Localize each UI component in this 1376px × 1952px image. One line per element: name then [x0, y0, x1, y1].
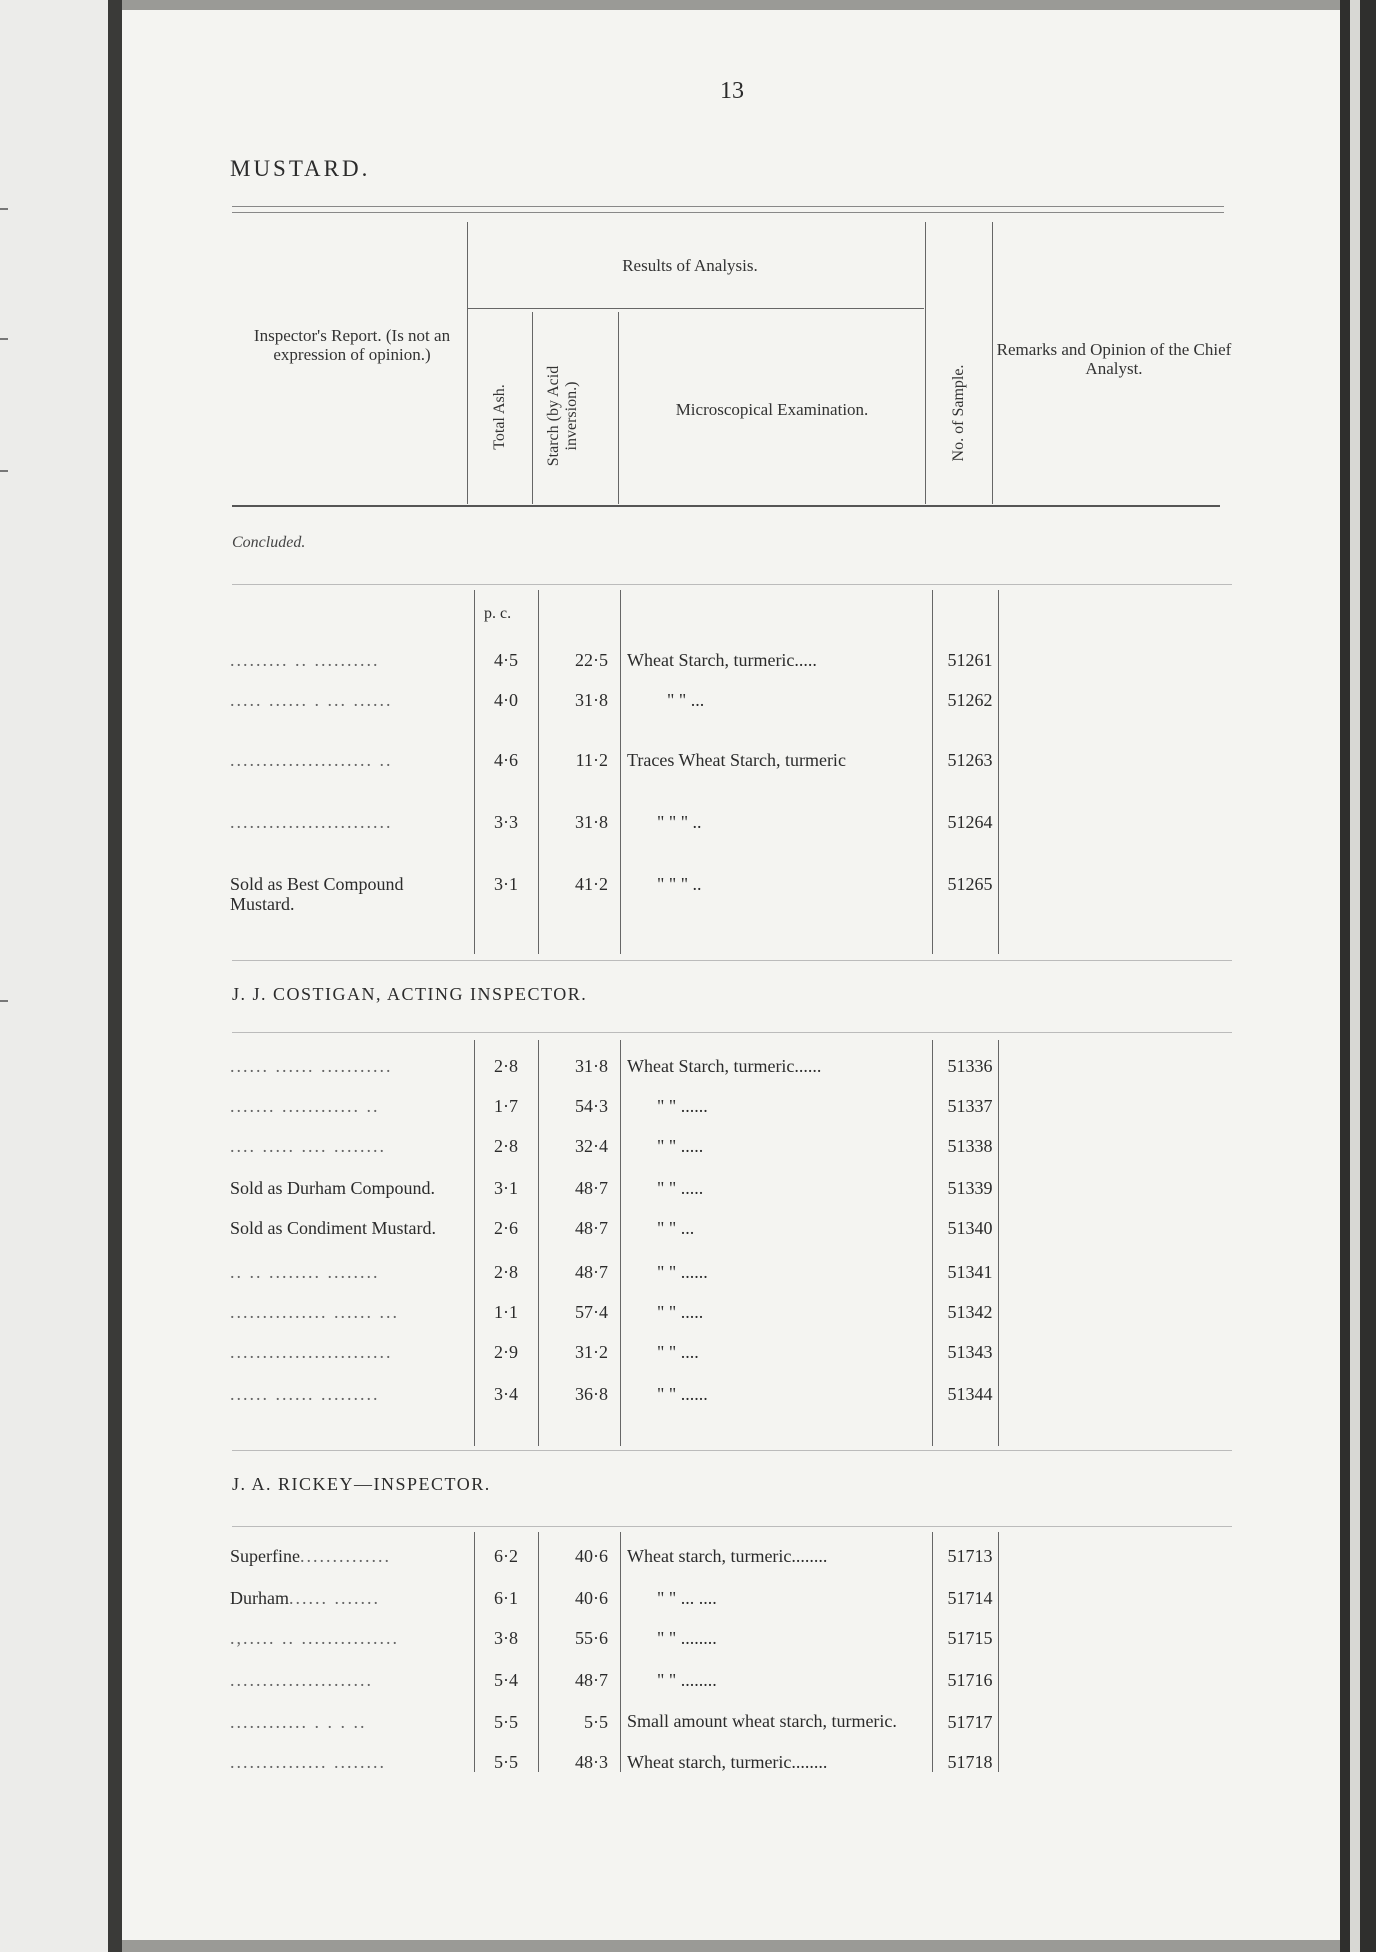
- row-sample-number: 51717: [947, 1712, 993, 1732]
- row-report: ..... ...... . ... ......: [230, 690, 393, 710]
- row-sample-number: 51262: [947, 690, 993, 710]
- column-divider: [538, 590, 539, 954]
- row-sample-number: 51264: [947, 812, 993, 832]
- row-microscopical: " " ....: [657, 1342, 699, 1362]
- row-starch: 5·5: [584, 1712, 608, 1732]
- row-microscopical: Wheat Starch, turmeric......: [627, 1056, 822, 1076]
- column-divider: [538, 1040, 539, 1446]
- page-title: MUSTARD.: [230, 156, 371, 181]
- row-sample-number: 51337: [947, 1096, 993, 1116]
- row-sample-number: 51715: [947, 1628, 993, 1648]
- row-sample-number: 51338: [947, 1136, 993, 1156]
- header-starch: Starch (by Acid inversion.): [545, 365, 580, 467]
- row-total-ash: 2·6: [494, 1218, 518, 1238]
- section-rule: [232, 960, 1232, 961]
- row-microscopical: Wheat starch, turmeric........: [627, 1546, 828, 1566]
- row-microscopical: Traces Wheat Starch, turmeric: [627, 750, 846, 770]
- column-divider: [620, 590, 621, 954]
- results-group-rule: [468, 308, 924, 309]
- header-total-ash: Total Ash.: [491, 384, 508, 450]
- row-report: Superfine..............: [230, 1546, 391, 1566]
- header-microscopical-examination: Microscopical Examination.: [675, 400, 869, 419]
- header-remarks: Remarks and Opinion of the Chief Analyst.: [996, 340, 1232, 378]
- row-sample-number: 51339: [947, 1178, 993, 1198]
- row-microscopical: " " ......: [657, 1384, 708, 1404]
- row-starch: 31·8: [575, 1056, 608, 1076]
- column-divider: [998, 1532, 999, 1772]
- row-sample-number: 51265: [947, 874, 993, 894]
- row-total-ash: 3·8: [494, 1628, 518, 1648]
- row-sample-number: 51341: [947, 1262, 993, 1282]
- document-page: [122, 10, 1340, 1940]
- header-divider: [618, 312, 619, 504]
- header-rule-bottom: [232, 505, 1220, 507]
- header-divider: [925, 222, 926, 504]
- column-divider: [932, 1532, 933, 1772]
- margin-mark: [0, 1000, 8, 1002]
- row-microscopical: Wheat Starch, turmeric.....: [627, 650, 817, 670]
- row-total-ash: 2·9: [494, 1342, 518, 1362]
- header-divider: [467, 222, 468, 504]
- row-sample-number: 51713: [947, 1546, 993, 1566]
- header-rule-top-2: [232, 212, 1224, 213]
- facing-page-edge: [0, 0, 108, 1952]
- row-starch: 48·7: [575, 1178, 608, 1198]
- row-total-ash: 3·4: [494, 1384, 518, 1404]
- column-divider: [620, 1040, 621, 1446]
- row-sample-number: 51342: [947, 1302, 993, 1322]
- percent-unit-label: p. c.: [484, 605, 512, 622]
- row-starch: 11·2: [575, 750, 608, 770]
- row-report: Sold as Condiment Mustard.: [230, 1218, 436, 1238]
- row-starch: 48·7: [575, 1670, 608, 1690]
- row-total-ash: 6·2: [494, 1546, 518, 1566]
- column-divider: [932, 1040, 933, 1446]
- row-report: ......................: [230, 1670, 373, 1690]
- row-sample-number: 51344: [947, 1384, 993, 1404]
- row-microscopical: " " ...: [657, 1218, 695, 1238]
- row-sample-number: 51716: [947, 1670, 993, 1690]
- row-total-ash: 3·3: [494, 812, 518, 832]
- row-microscopical: Small amount wheat starch, turmeric.: [627, 1711, 897, 1731]
- row-total-ash: 5·4: [494, 1670, 518, 1690]
- row-starch: 31·8: [575, 812, 608, 832]
- row-total-ash: 1·1: [494, 1302, 518, 1322]
- row-report: ............ . . . ..: [230, 1712, 367, 1732]
- header-divider: [992, 222, 993, 504]
- row-total-ash: 4·5: [494, 650, 518, 670]
- row-report: ............... ...... ...: [230, 1302, 399, 1322]
- row-total-ash: 2·8: [494, 1056, 518, 1076]
- row-report: .........................: [230, 1342, 393, 1362]
- row-report: ....... ............ ..: [230, 1096, 380, 1116]
- row-total-ash: 3·1: [494, 874, 518, 894]
- row-starch: 48·7: [575, 1262, 608, 1282]
- margin-mark: [0, 208, 8, 210]
- column-divider: [998, 590, 999, 954]
- row-report: ...................... ..: [230, 750, 393, 770]
- header-sample-number: No. of Sample.: [950, 364, 967, 462]
- row-sample-number: 51261: [947, 650, 993, 670]
- row-total-ash: 4·0: [494, 690, 518, 710]
- row-report: ............... ........: [230, 1752, 386, 1772]
- row-total-ash: 3·1: [494, 1178, 518, 1198]
- row-report: Sold as Best Compound Mustard.: [230, 874, 404, 914]
- header-rule-top: [232, 206, 1224, 207]
- row-total-ash: 1·7: [494, 1096, 518, 1116]
- header-divider: [532, 312, 533, 504]
- row-report: .........................: [230, 812, 393, 832]
- row-report: ......... .. ..........: [230, 650, 380, 670]
- row-starch: 40·6: [575, 1588, 608, 1608]
- row-starch: 32·4: [575, 1136, 608, 1156]
- section-rule: [232, 1526, 1232, 1527]
- section-title-concluded: Concluded.: [232, 534, 306, 551]
- row-sample-number: 51340: [947, 1218, 993, 1238]
- row-total-ash: 4·6: [494, 750, 518, 770]
- row-starch: 55·6: [575, 1628, 608, 1648]
- row-total-ash: 5·5: [494, 1752, 518, 1772]
- section-title-costigan: J. J. COSTIGAN, ACTING INSPECTOR.: [232, 984, 588, 1004]
- row-starch: 31·2: [575, 1342, 608, 1362]
- column-divider: [538, 1532, 539, 1772]
- column-divider: [620, 1532, 621, 1772]
- page-edge-strip: [1350, 0, 1360, 1952]
- row-microscopical: " " ........: [657, 1628, 717, 1648]
- row-total-ash: 6·1: [494, 1588, 518, 1608]
- row-sample-number: 51336: [947, 1056, 993, 1076]
- row-total-ash: 2·8: [494, 1262, 518, 1282]
- row-starch: 48·7: [575, 1218, 608, 1238]
- row-total-ash: 5·5: [494, 1712, 518, 1732]
- column-divider: [932, 590, 933, 954]
- row-microscopical: " " ......: [657, 1262, 708, 1282]
- page-number: 13: [720, 78, 744, 104]
- row-starch: 54·3: [575, 1096, 608, 1116]
- column-divider: [474, 590, 475, 954]
- row-microscopical: " " .....: [657, 1178, 704, 1198]
- row-report: .... ..... .... ........: [230, 1136, 386, 1156]
- row-microscopical: " " ........: [657, 1670, 717, 1690]
- column-divider: [474, 1532, 475, 1772]
- row-microscopical: " " ......: [657, 1096, 708, 1116]
- header-inspector-report: Inspector's Report. (Is not an expression of opinion.): [253, 326, 451, 364]
- row-microscopical: " " ...: [667, 690, 705, 710]
- row-microscopical: " " " ..: [657, 874, 702, 894]
- row-starch: 22·5: [575, 650, 608, 670]
- row-sample-number: 51714: [947, 1588, 993, 1608]
- row-starch: 48·3: [575, 1752, 608, 1772]
- row-report-text: Durham: [230, 1588, 289, 1608]
- row-starch: 36·8: [575, 1384, 608, 1404]
- row-microscopical: Wheat starch, turmeric........: [627, 1752, 828, 1772]
- row-report: .,..... .. ...............: [230, 1628, 399, 1648]
- row-sample-number: 51263: [947, 750, 993, 770]
- section-title-rickey: J. A. RICKEY—INSPECTOR.: [232, 1474, 491, 1494]
- row-microscopical: " " ... ....: [657, 1588, 717, 1608]
- book-binding: [108, 0, 122, 1952]
- row-report: ...... ...... .........: [230, 1384, 380, 1404]
- row-total-ash: 2·8: [494, 1136, 518, 1156]
- row-sample-number: 51343: [947, 1342, 993, 1362]
- row-report-text: Superfine: [230, 1546, 300, 1566]
- row-report: Sold as Durham Compound.: [230, 1178, 435, 1198]
- section-rule: [232, 1032, 1232, 1033]
- row-report: ...... ...... ...........: [230, 1056, 393, 1076]
- section-rule: [232, 1450, 1232, 1451]
- row-starch: 57·4: [575, 1302, 608, 1322]
- margin-mark: [0, 338, 8, 340]
- row-microscopical: " " .....: [657, 1302, 704, 1322]
- row-starch: 40·6: [575, 1546, 608, 1566]
- row-starch: 41·2: [575, 874, 608, 894]
- header-results-of-analysis: Results of Analysis.: [622, 256, 758, 275]
- row-sample-number: 51718: [947, 1752, 993, 1772]
- row-microscopical: " " .....: [657, 1136, 704, 1156]
- margin-mark: [0, 470, 8, 472]
- column-divider: [474, 1040, 475, 1446]
- row-microscopical: " " " ..: [657, 812, 702, 832]
- row-report: .. .. ........ ........: [230, 1262, 380, 1282]
- row-starch: 31·8: [575, 690, 608, 710]
- row-report: Durham...... .......: [230, 1588, 380, 1608]
- section-rule: [232, 584, 1232, 585]
